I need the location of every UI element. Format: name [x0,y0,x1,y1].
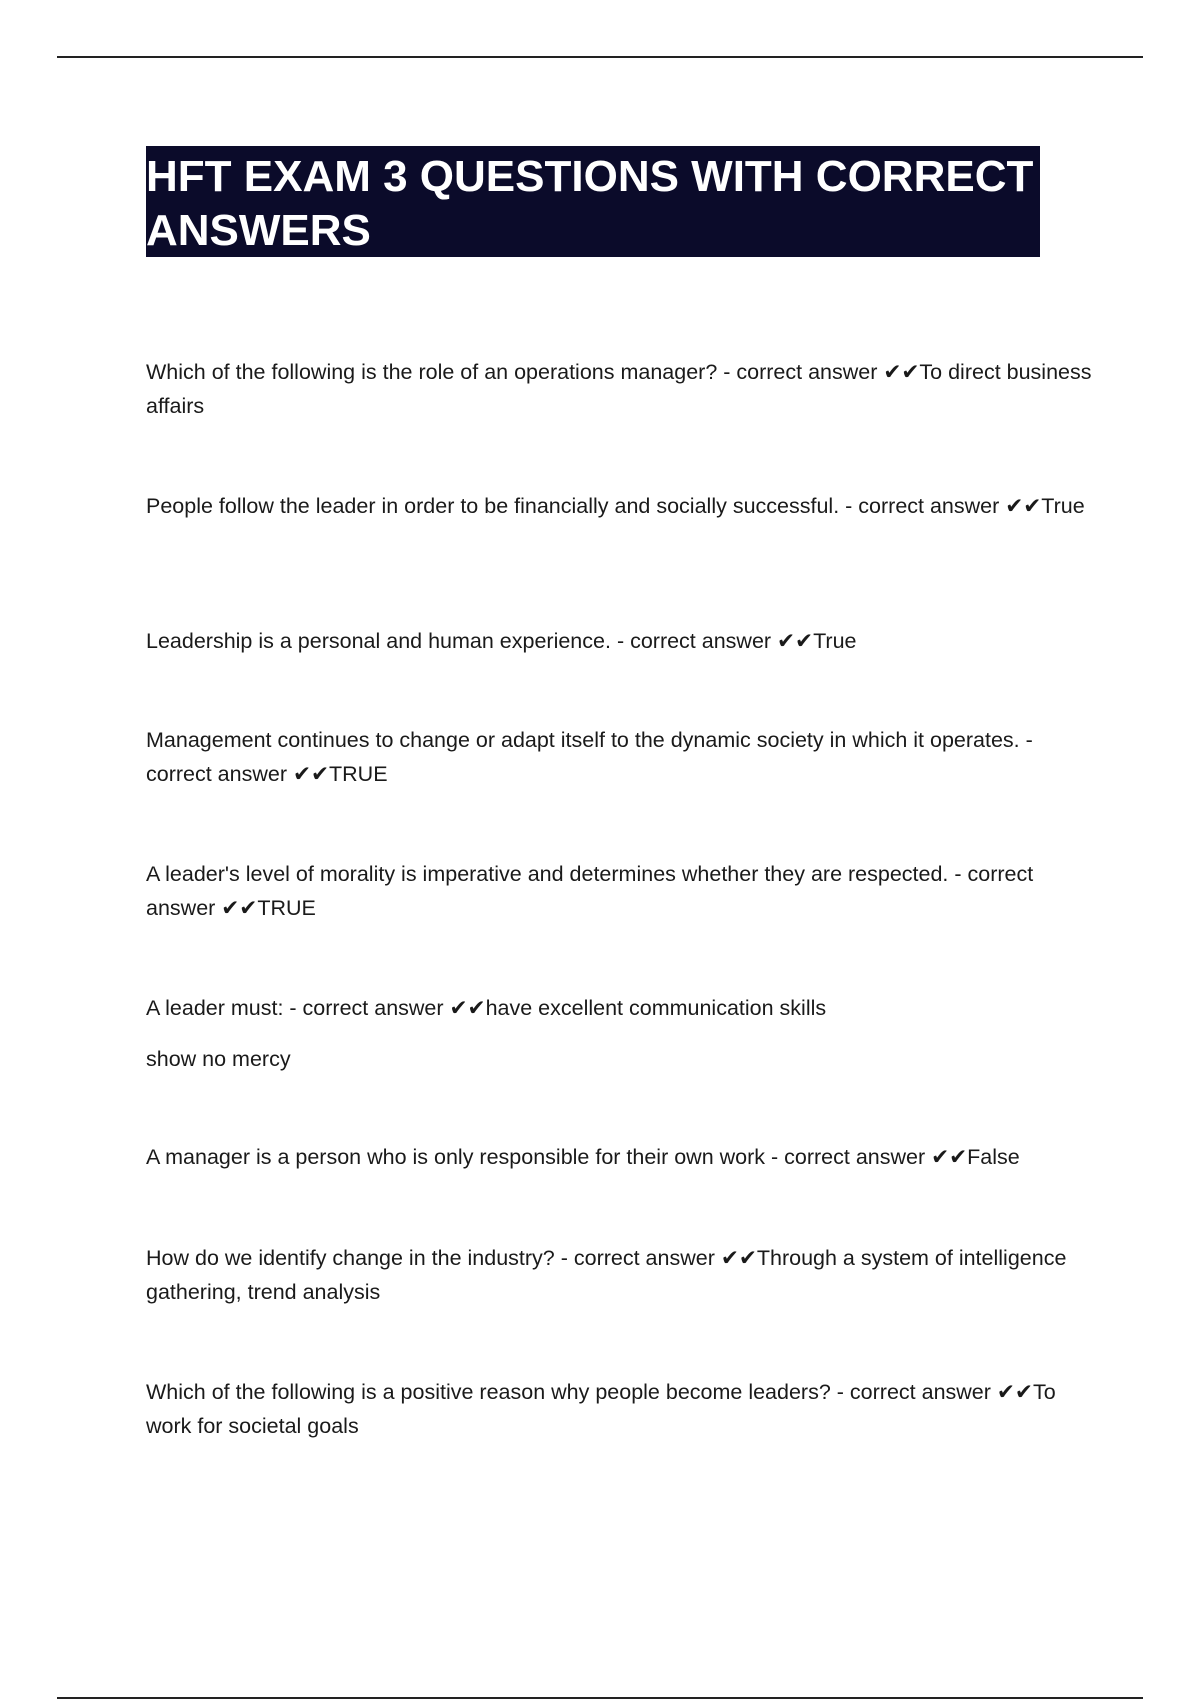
qa-item-5 [146,857,1096,925]
qa-item-7 [146,1140,1096,1174]
check-mark-icon: ✔✔ [931,1145,968,1169]
answer-marker: - correct answer [146,728,1033,786]
check-mark-icon: ✔✔ [777,629,814,653]
answer-text: True [813,629,857,653]
answer-marker: - correct answer [146,862,1034,920]
bottom-rule [57,1697,1143,1699]
answer-text: Through a system of intelligence gathering, trend analysis [146,1246,1067,1304]
title-banner [146,146,1040,257]
question-text: A leader must: [146,996,284,1020]
check-mark-icon: ✔✔ [720,1246,757,1270]
answer-text: To direct business affairs [146,360,1092,418]
answer-marker: - correct answer [836,1380,991,1404]
top-rule [57,56,1143,58]
check-mark-icon: ✔✔ [292,762,330,786]
question-text: Leadership is a personal and human experience. [146,629,611,653]
question-text: A manager is a person who is only responsible for their own work [146,1145,766,1169]
answer-marker: - correct answer [771,1145,926,1169]
check-mark-icon: ✔✔ [1005,494,1042,518]
answer-continuation: show no mercy [146,1047,291,1071]
qa-item-6 [146,991,1096,1025]
check-mark-icon: ✔✔ [221,896,258,920]
question-text: How do we identify change in the industry? [146,1246,555,1270]
qa-item-4 [146,723,1096,791]
answer-text: True [1041,494,1085,518]
answer-text: False [967,1145,1020,1169]
answer-marker: - correct answer [560,1246,715,1270]
answer-text: TRUE [257,896,316,920]
qa-item-1 [146,355,1096,423]
answer-marker: - correct answer [723,360,878,384]
answer-marker: - correct answer [845,494,1000,518]
document-title: HFT EXAM 3 QUESTIONS WITH CORRECT ANSWERS [146,152,1034,255]
question-text: A leader's level of morality is imperative and determines whether they are respected. [146,862,949,886]
qa-item-2 [146,489,1096,523]
answer-text: To work for societal goals [146,1380,1056,1438]
answer-text: TRUE [329,762,388,786]
question-text: Which of the following is the role of an operations manager? [146,360,718,384]
qa-item-3 [146,624,1096,658]
qa-item-9 [146,1375,1096,1443]
question-text: Management continues to change or adapt itself to the dynamic society in which it operates. [146,728,1020,752]
answer-text: have excellent communication skills [485,996,827,1020]
check-mark-icon: ✔✔ [996,1380,1033,1404]
answer-marker: - correct answer [289,996,444,1020]
question-text: Which of the following is a positive reason why people become leaders? [146,1380,831,1404]
answer-marker: - correct answer [616,629,772,653]
check-mark-icon: ✔✔ [449,996,486,1020]
question-text: People follow the leader in order to be financially and socially successful. [146,494,840,518]
qa-item-8 [146,1241,1096,1309]
check-mark-icon: ✔✔ [883,360,920,384]
